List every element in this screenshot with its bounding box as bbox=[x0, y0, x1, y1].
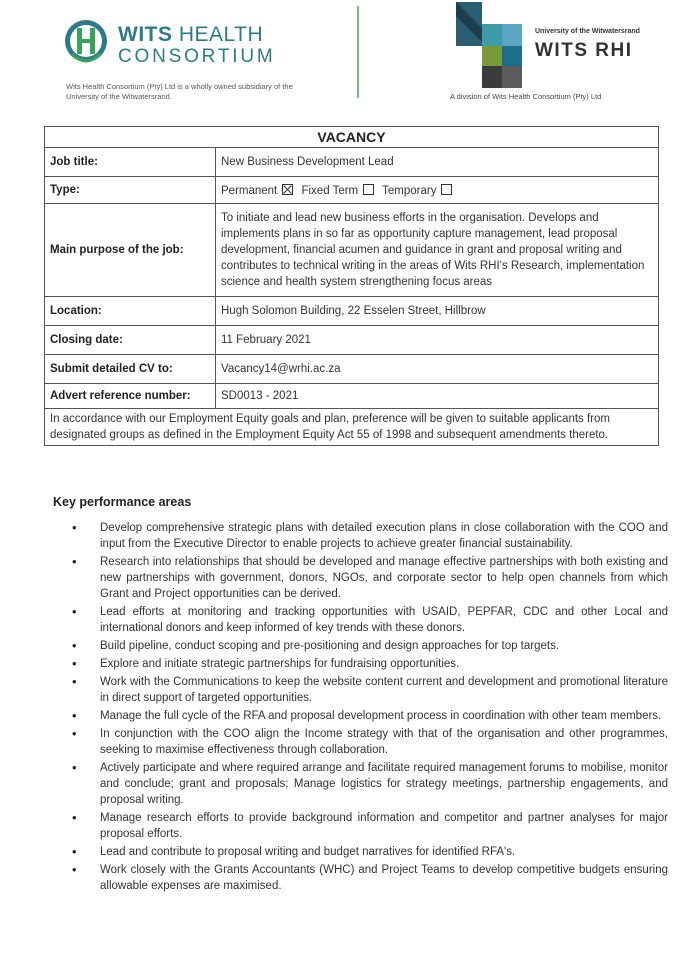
header-divider bbox=[357, 6, 359, 98]
location-value: Hugh Solomon Building, 22 Esselen Street, Hillbrow bbox=[216, 297, 659, 326]
equity-note: In accordance with our Employment Equity goals and plan, preference will be given to suitable applicants from designated groups as defined in the Employment Equity Act 55 of 1998 and subsequent amendments thereto. bbox=[45, 409, 659, 446]
type-row bbox=[45, 177, 659, 204]
rhi-division-label: A division of Wits Health Consortium (Pty) Ltd bbox=[450, 92, 602, 101]
submit-cv-row bbox=[45, 355, 659, 384]
kpa-item: • Explore and initiate strategic partnerships for fundraising opportunities. bbox=[60, 656, 668, 672]
kpa-item: • Work with the Communications to keep the website content current and development and promotional literature in direct support of targeted opportunities. bbox=[60, 674, 668, 706]
type-option-temporary: Temporary bbox=[382, 184, 437, 197]
submit-cv-email-link[interactable]: Vacancy14@wrhi.ac.za bbox=[216, 355, 659, 384]
location-row bbox=[45, 297, 659, 326]
type-options bbox=[216, 177, 659, 204]
kpa-item: • Actively participate and where required arrange and facilitate required management forums to mobilise, monitor and conclude; grant and proposals; Manage logistics for strategy meetings, partnership engagements, and proposal writing. bbox=[60, 760, 668, 808]
fixed-term-checkbox[interactable] bbox=[363, 184, 374, 195]
rhi-university-label: University of the Witwatersrand bbox=[535, 28, 640, 35]
reference-label: Advert reference number: bbox=[45, 384, 216, 409]
purpose-row bbox=[45, 204, 659, 297]
kpa-item: • Develop comprehensive strategic plans with detailed execution plans in close collaboration with the COO and input from the Executive Director to enable projects to achieve greater financial sustainability. bbox=[60, 520, 668, 552]
location-label: Location: bbox=[45, 297, 216, 326]
purpose-label: Main purpose of the job: bbox=[45, 204, 216, 297]
wits-health-consortium-name bbox=[118, 24, 275, 68]
kpa-item: • Work closely with the Grants Accountants (WHC) and Project Teams to develop competitive budgets ensuring allowable expenses are maximised. bbox=[60, 862, 668, 894]
equity-note-row bbox=[45, 409, 659, 446]
closing-date-row bbox=[45, 326, 659, 355]
temporary-checkbox[interactable] bbox=[441, 184, 452, 195]
closing-date-value: 11 February 2021 bbox=[216, 326, 659, 355]
wits-name-health: HEALTH bbox=[178, 23, 264, 46]
vacancy-title: VACANCY bbox=[45, 127, 659, 148]
type-label: Type: bbox=[45, 177, 216, 204]
kpa-item: • Manage the full cycle of the RFA and proposal development process in coordination with other team members. bbox=[60, 708, 668, 724]
wits-health-logo-icon bbox=[64, 14, 108, 68]
kpa-item: • Build pipeline, conduct scoping and pre-positioning and design approaches for top targets. bbox=[60, 638, 668, 654]
reference-row bbox=[45, 384, 659, 409]
kpa-item: • Lead efforts at monitoring and tracking opportunities with USAID, PEPFAR, CDC and other Local and international donors and keep informed of key trends with these donors. bbox=[60, 604, 668, 636]
vacancy-title-row bbox=[45, 127, 659, 148]
kpa-item: • Lead and contribute to proposal writing and budget narratives for identified RFA's. bbox=[60, 844, 668, 860]
rhi-name: WITS RHI bbox=[535, 40, 633, 61]
kpa-item: • Manage research efforts to provide background information and competitor and partner analyses for major proposal efforts. bbox=[60, 810, 668, 842]
job-title-value: New Business Development Lead bbox=[216, 148, 659, 177]
vacancy-table bbox=[44, 126, 659, 446]
wits-rhi-logo-icon bbox=[456, 2, 522, 88]
job-title-row bbox=[45, 148, 659, 177]
type-option-fixed-term: Fixed Term bbox=[301, 184, 359, 197]
kpa-heading: Key performance areas bbox=[53, 495, 192, 509]
kpa-item: • In conjunction with the COO align the Income strategy with that of the organisation and other programmes, seeking to maximise effectiveness through collaboration. bbox=[60, 726, 668, 758]
wits-name-bold: WITS bbox=[118, 23, 173, 46]
closing-date-label: Closing date: bbox=[45, 326, 216, 355]
reference-value: SD0013 - 2021 bbox=[216, 384, 659, 409]
submit-cv-label: Submit detailed CV to: bbox=[45, 355, 216, 384]
page-header bbox=[0, 0, 697, 112]
wits-subtitle: Wits Health Consortium (Pty) Ltd is a wholly owned subsidiary of the University of the Witwatersrand. bbox=[66, 82, 293, 101]
permanent-checkbox[interactable] bbox=[282, 184, 293, 195]
kpa-item: • Research into relationships that should be developed and manage effective partnerships with both existing and new partnerships with government, donors, NGOs, and corporate sector to help open channels from which Grant and Project opportunities can be derived. bbox=[60, 554, 668, 602]
job-title-label: Job title: bbox=[45, 148, 216, 177]
kpa-list bbox=[60, 520, 668, 896]
type-option-permanent: Permanent bbox=[221, 184, 278, 197]
wits-name-consortium: CONSORTIUM bbox=[118, 46, 276, 67]
purpose-value: To initiate and lead new business efforts in the organisation. Develops and implements plans in so far as opportunity capture management, lead proposal development, financial acumen and guidance in grant and proposal writing and contributes to technical writing in the areas of Wits RHI's Research, implementation science and health system strengthening focus areas bbox=[216, 204, 659, 297]
